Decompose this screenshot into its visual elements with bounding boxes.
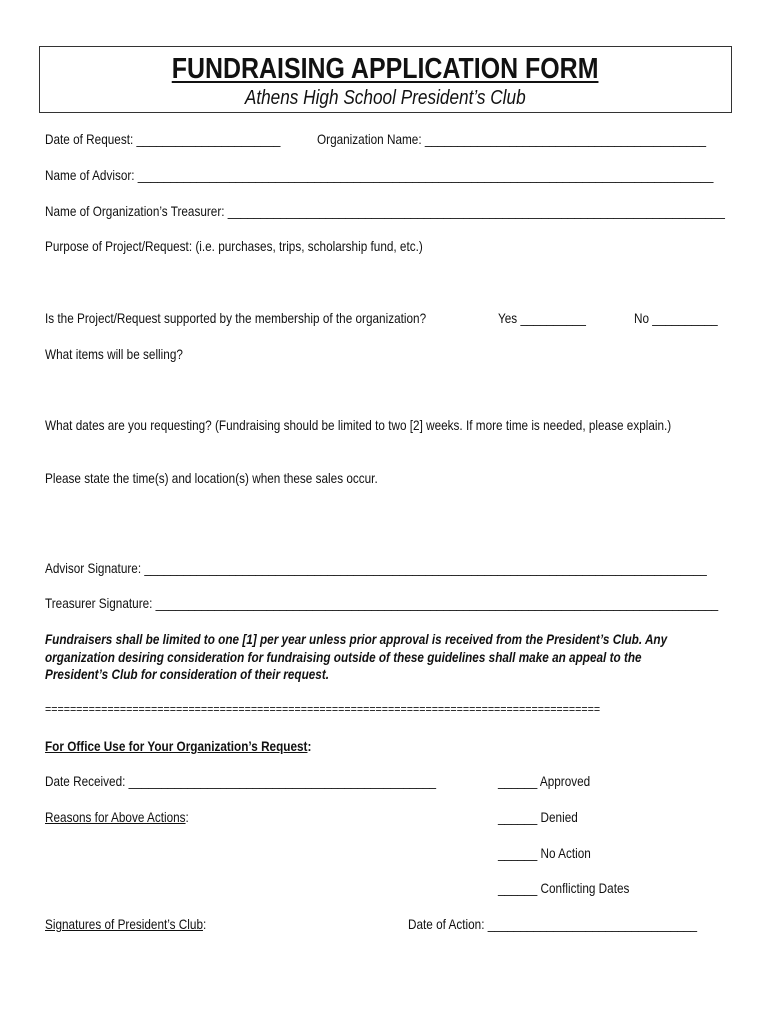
organization-name-field[interactable]: Organization Name: ___________________________________________: [317, 131, 707, 147]
treasurer-signature-field[interactable]: Treasurer Signature: ______________________________________________________________________________________: [45, 595, 719, 611]
reasons-label-colon: :: [185, 809, 189, 825]
notice-line-2: organization desiring consideration for fundraising outside of these guidelines shall make an appeal to the: [45, 649, 642, 665]
approved-option[interactable]: ______ Approved: [498, 773, 591, 789]
no-action-option[interactable]: ______ No Action: [498, 845, 591, 861]
time-location-question: Please state the time(s) and location(s) when these sales occur.: [45, 470, 378, 486]
office-use-heading-colon: :: [307, 738, 312, 754]
conflicting-dates-option[interactable]: ______ Conflicting Dates: [498, 880, 630, 896]
items-selling-question: What items will be selling?: [45, 346, 183, 362]
section-divider: =========================================================================================: [45, 702, 601, 716]
signatures-label-colon: :: [202, 916, 207, 932]
no-field[interactable]: No __________: [634, 310, 718, 326]
notice-line-3: President’s Club for consideration of their request.: [45, 666, 330, 682]
membership-support-question: Is the Project/Request supported by the membership of the organization?: [45, 310, 427, 326]
office-use-heading: For Office Use for Your Organization’s Request: [45, 738, 308, 754]
dates-requesting-question: What dates are you requesting? (Fundraising should be limited to two [2] weeks. If more time is needed, please explain.): [45, 417, 672, 433]
form-title: FUNDRAISING APPLICATION FORM: [172, 53, 599, 85]
form-subtitle: Athens High School President’s Club: [245, 87, 526, 109]
advisor-signature-field[interactable]: Advisor Signature: ______________________________________________________________________________________: [45, 560, 707, 576]
advisor-name-field[interactable]: Name of Advisor: ________________________________________________________________________________________: [45, 167, 714, 183]
date-received-field[interactable]: Date Received: _______________________________________________: [45, 773, 437, 789]
date-of-action-field[interactable]: Date of Action: ________________________________: [408, 916, 698, 932]
date-of-request-field[interactable]: Date of Request: ______________________: [45, 131, 281, 147]
denied-option[interactable]: ______ Denied: [498, 809, 578, 825]
signatures-label: Signatures of President’s Club: [45, 916, 203, 932]
notice-line-1: Fundraisers shall be limited to one [1] per year unless prior approval is received from the President’s Club. Any: [45, 631, 668, 647]
yes-field[interactable]: Yes __________: [498, 310, 586, 326]
treasurer-name-field[interactable]: Name of Organization’s Treasurer: ____________________________________________________________________________: [45, 203, 725, 219]
purpose-question: Purpose of Project/Request: (i.e. purchases, trips, scholarship fund, etc.): [45, 238, 423, 254]
reasons-label: Reasons for Above Actions: [45, 809, 186, 825]
form-header-box: [39, 46, 732, 113]
